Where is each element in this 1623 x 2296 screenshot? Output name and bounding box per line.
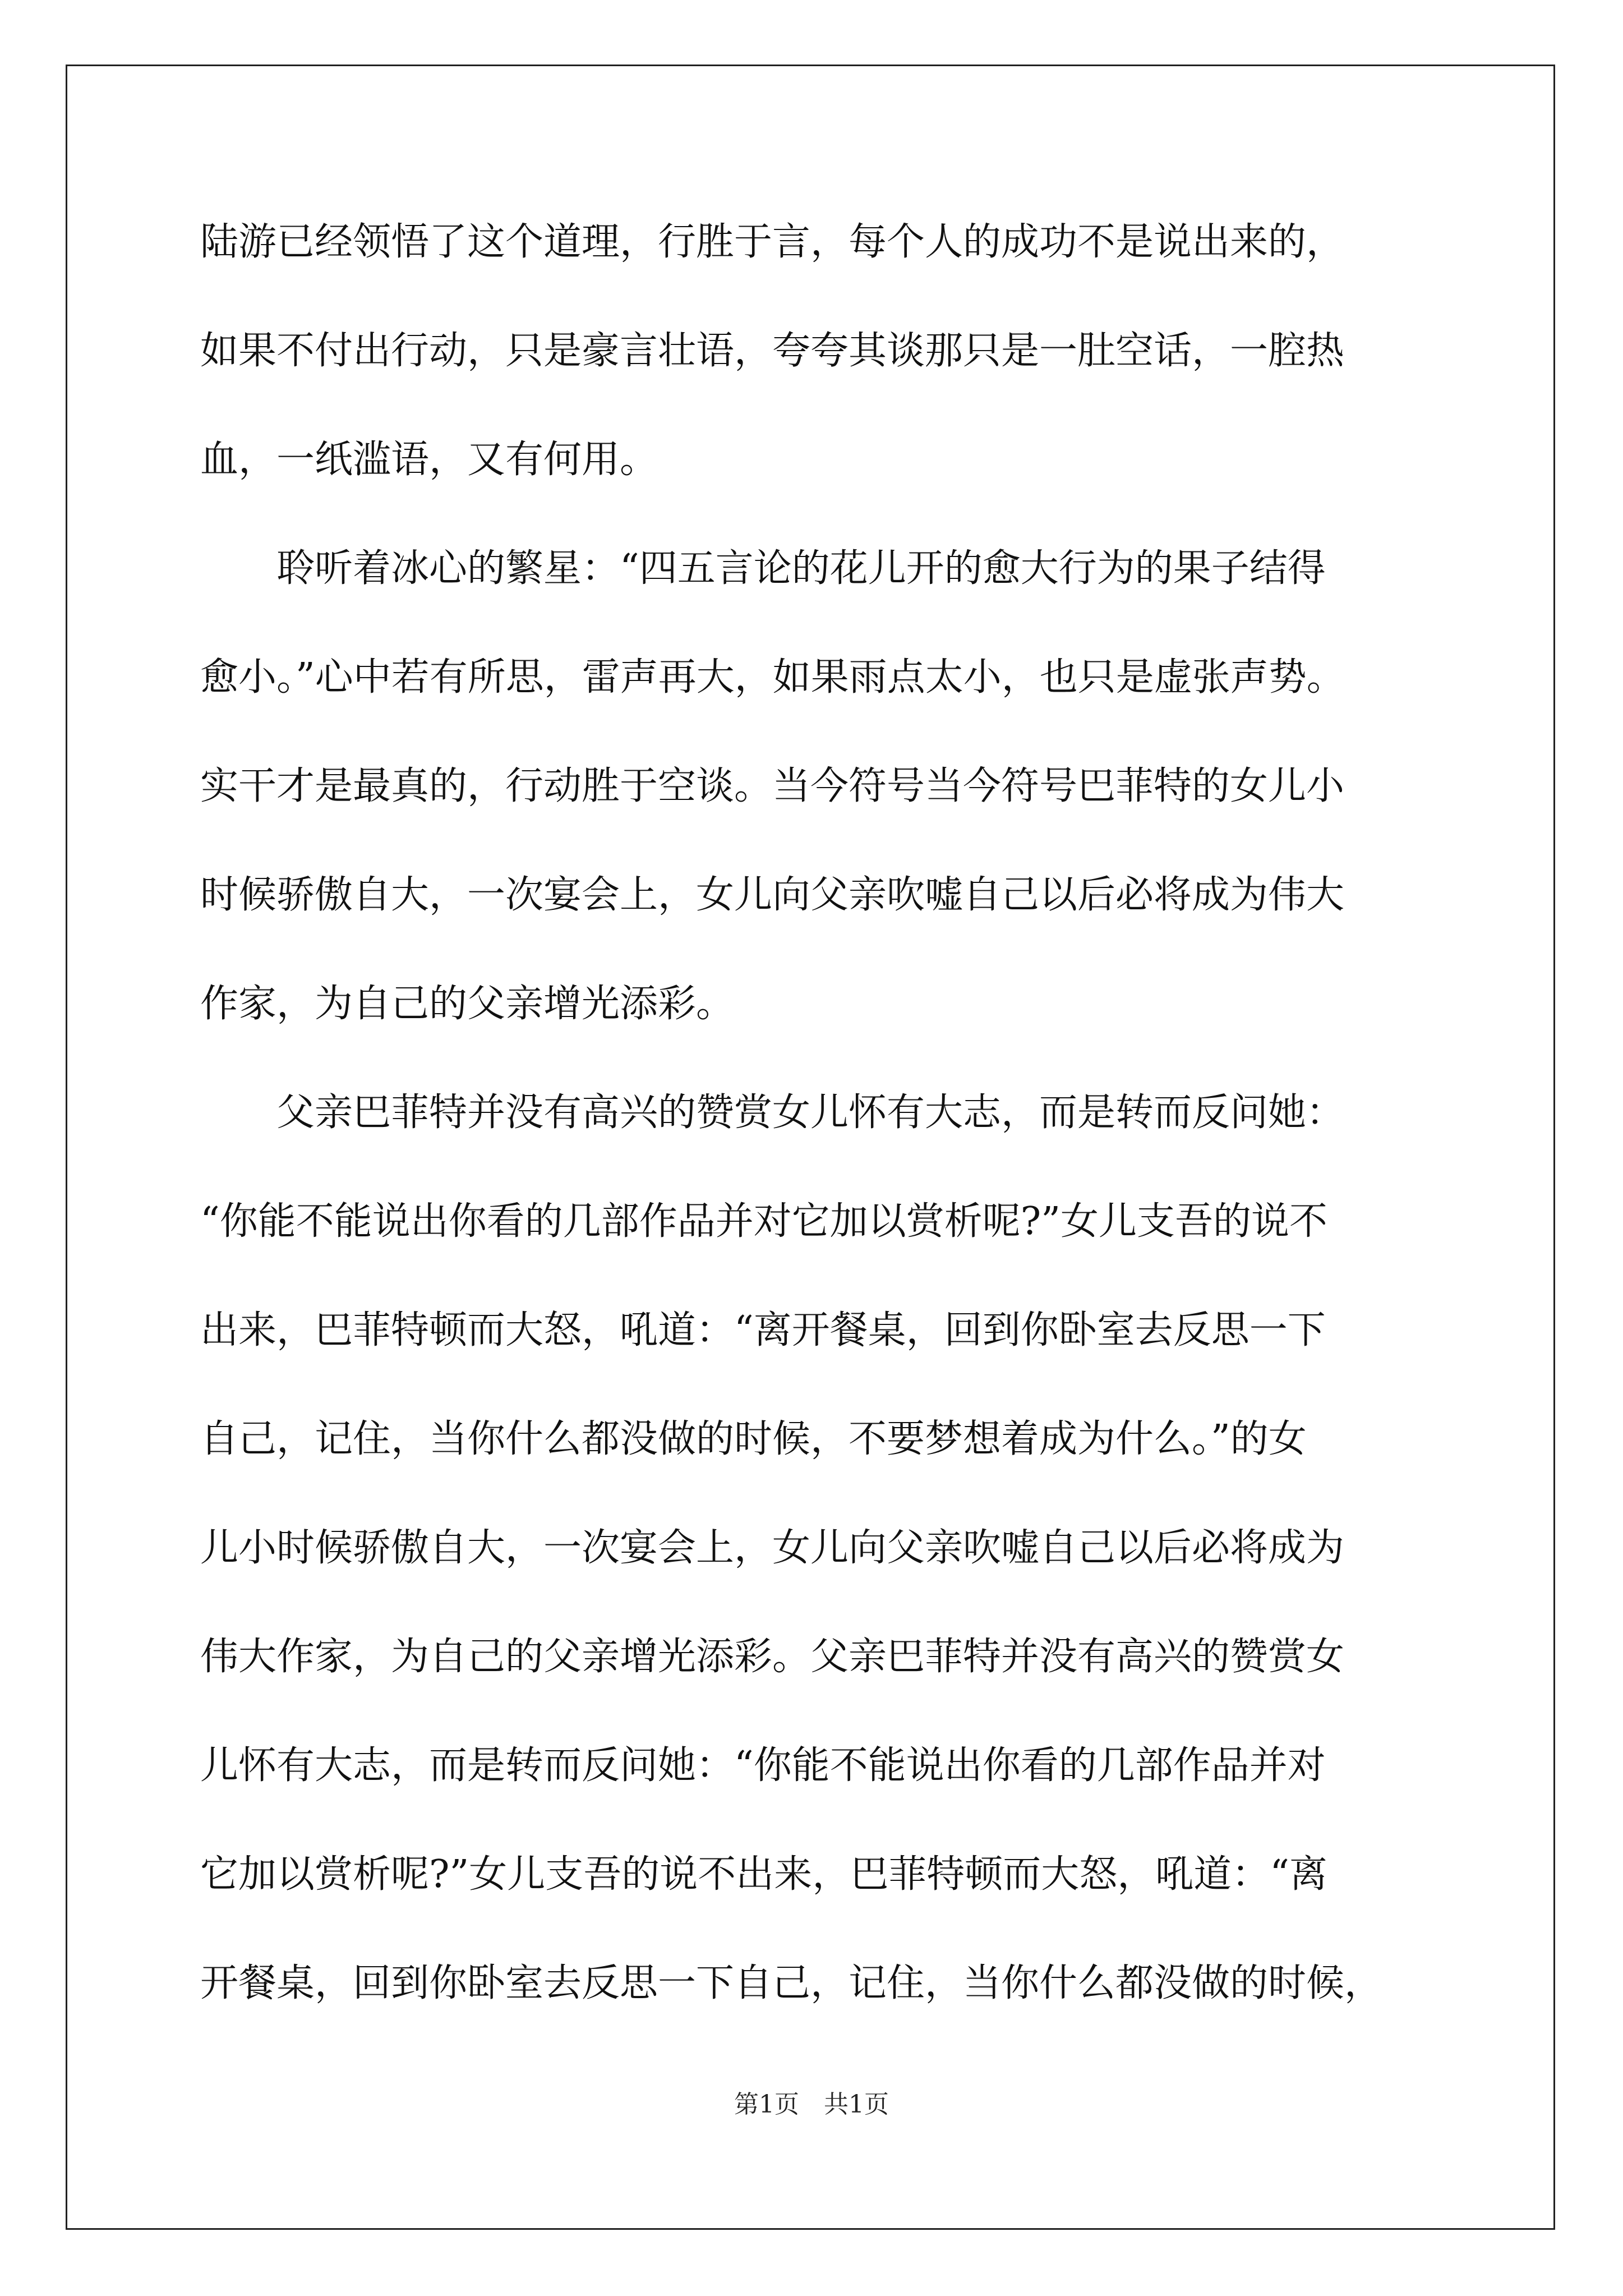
document-body <box>200 188 1434 2038</box>
text-line: 出来，巴菲特顿而大怒，吼道：“离开餐桌，回到你卧室去反思一下 <box>200 1308 1326 1352</box>
text-line: 实干才是最真的，行动胜于空谈。当今符号当今符号巴菲特的女儿小 <box>200 764 1345 808</box>
text-line: 愈小。”心中若有所思，雷声再大，如果雨点太小，也只是虚张声势。 <box>200 655 1345 700</box>
text-line: 自己，记住，当你什么都没做的时候，不要梦想着成为什么。”的女 <box>200 1417 1307 1461</box>
page-number-footer: 第1页 共1页 <box>734 2090 889 2119</box>
text-line: 开餐桌，回到你卧室去反思一下自己，记住，当你什么都没做的时候， <box>200 1961 1383 2005</box>
text-line: 父亲巴菲特并没有高兴的赞赏女儿怀有大志，而是转而反问她： <box>200 1091 1345 1135</box>
text-line: 伟大作家，为自己的父亲增光添彩。父亲巴菲特并没有高兴的赞赏女 <box>200 1635 1345 1679</box>
text-line: 时候骄傲自大，一次宴会上，女儿向父亲吹嘘自己以后必将成为伟大 <box>200 873 1345 917</box>
text-line: 儿小时候骄傲自大，一次宴会上，女儿向父亲吹嘘自己以后必将成为 <box>200 1526 1345 1570</box>
text-line: 它加以赏析呢?”女儿支吾的说不出来，巴菲特顿而大怒，吼道：“离 <box>200 1852 1327 1897</box>
text-line: 陆游已经领悟了这个道理，行胜于言，每个人的成功不是说出来的， <box>200 220 1345 264</box>
text-line: 血，一纸滥语，又有何用。 <box>200 438 658 482</box>
text-line: 儿怀有大志，而是转而反问她：“你能不能说出你看的几部作品并对 <box>200 1743 1326 1788</box>
text-line: 如果不付出行动，只是豪言壮语，夸夸其谈那只是一肚空话，一腔热 <box>200 329 1345 373</box>
text-line: 作家，为自己的父亲增光添彩。 <box>200 982 735 1026</box>
text-line: “你能不能说出你看的几部作品并对它加以赏析呢?”女儿支吾的说不 <box>200 1199 1327 1244</box>
text-line: 聆听着冰心的繁星：“四五言论的花儿开的愈大行为的果子结得 <box>200 546 1326 591</box>
